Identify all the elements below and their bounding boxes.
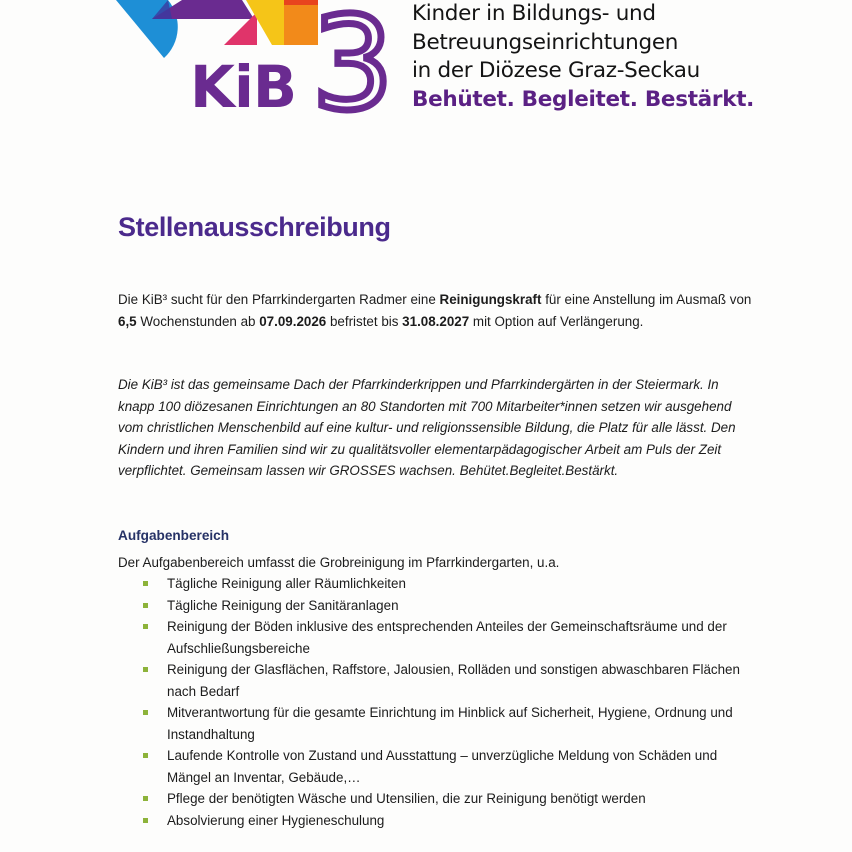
list-item-text: Pflege der benötigten Wäsche und Utensilien, die zur Reinigung benötigt werden: [167, 791, 646, 806]
job-intro-paragraph: [118, 289, 758, 332]
tasks-list: [118, 573, 758, 831]
list-item-text: Mitverantwortung für die gesamte Einrichtung im Hinblick auf Sicherheit, Hygiene, Ordnung und Instandhaltung: [167, 705, 733, 742]
page-title: Stellenausschreibung: [118, 212, 391, 242]
header-tagline: [412, 0, 754, 114]
list-item: [118, 745, 758, 788]
tagline-line: Betreuungseinrichtungen: [412, 29, 679, 55]
list-item-text: Tägliche Reinigung aller Räumlichkeiten: [167, 576, 406, 591]
square-bullet-icon: [143, 753, 148, 758]
list-item: [118, 810, 758, 832]
list-item: [118, 659, 758, 702]
intro-text: Die KiB³ sucht für den Pfarrkindergarten Radmer eine: [118, 292, 440, 307]
square-bullet-icon: [143, 710, 148, 715]
list-item: [118, 616, 758, 659]
square-bullet-icon: [143, 796, 148, 801]
square-bullet-icon: [143, 581, 148, 586]
list-item-text: Reinigung der Böden inklusive des entsprechenden Anteiles der Gemeinschaftsräume und der Aufschließungsbereiche: [167, 619, 727, 656]
section-heading-tasks: Aufgabenbereich: [118, 528, 230, 543]
square-bullet-icon: [143, 603, 148, 608]
list-item: [118, 788, 758, 810]
about-paragraph: Die KiB³ ist das gemeinsame Dach der Pfarrkinderkrippen und Pfarrkindergärten in der Steiermark. In knapp 100 diözesanen Einrichtungen an 80 Standorten mit 700 Mitarbeiter*innen setzen wir ausgehend vom christlichen Menschenbild auf eine kultur- und religionssensible Bildung, die Platz für alle lässt. Den Kindern und ihren Familien sind wir zu qualitätsvoller elementarpädagogischer Arbeit am Puls der Zeit verpflichtet. Gemeinsam lassen wir GROSSES wachsen. Behütet.Begleitet.Bestärkt.: [118, 377, 736, 478]
list-item: [118, 702, 758, 745]
intro-text: Wochenstunden ab: [136, 313, 260, 329]
list-item-text: Tägliche Reinigung der Sanitäranlagen: [167, 597, 399, 613]
list-item-text: Laufende Kontrolle von Zustand und Ausstattung – unverzügliche Meldung von Schäden und Mängel an Inventar, Gebäude,…: [167, 748, 718, 785]
intro-text: mit Option auf Verlängerung.: [469, 313, 644, 329]
slogan: Behütet. Begleitet. Bestärkt.: [412, 86, 755, 112]
intro-text: für eine Anstellung im Ausmaß von: [541, 292, 752, 307]
tagline-line: in der Diözese Graz-Seckau: [412, 58, 700, 83]
svg-text:3: 3: [312, 0, 394, 115]
tasks-intro: Der Aufgabenbereich umfasst die Grobreinigung im Pfarrkindergarten, u.a.: [118, 555, 560, 570]
square-bullet-icon: [143, 624, 148, 629]
svg-text:KiB: KiB: [190, 53, 297, 115]
intro-text: befristet bis: [326, 313, 403, 329]
list-item-text: Absolvierung einer Hygieneschulung: [167, 812, 385, 828]
start-date: 07.09.2026: [259, 313, 327, 329]
kib3-logo: [112, 0, 402, 115]
list-item: [118, 595, 758, 617]
end-date: 31.08.2027: [402, 313, 470, 329]
weekly-hours: 6,5: [118, 313, 137, 329]
position-name: Reinigungskraft: [439, 292, 542, 307]
logo-graphic: [112, 0, 402, 115]
square-bullet-icon: [143, 667, 148, 672]
list-item-text: Reinigung der Glasflächen, Raffstore, Jalousien, Rolläden und sonstigen abwaschbaren Flächen nach Bedarf: [167, 662, 740, 699]
square-bullet-icon: [143, 818, 148, 823]
tagline-line: Kinder in Bildungs- und: [412, 1, 656, 26]
list-item: [118, 573, 758, 595]
